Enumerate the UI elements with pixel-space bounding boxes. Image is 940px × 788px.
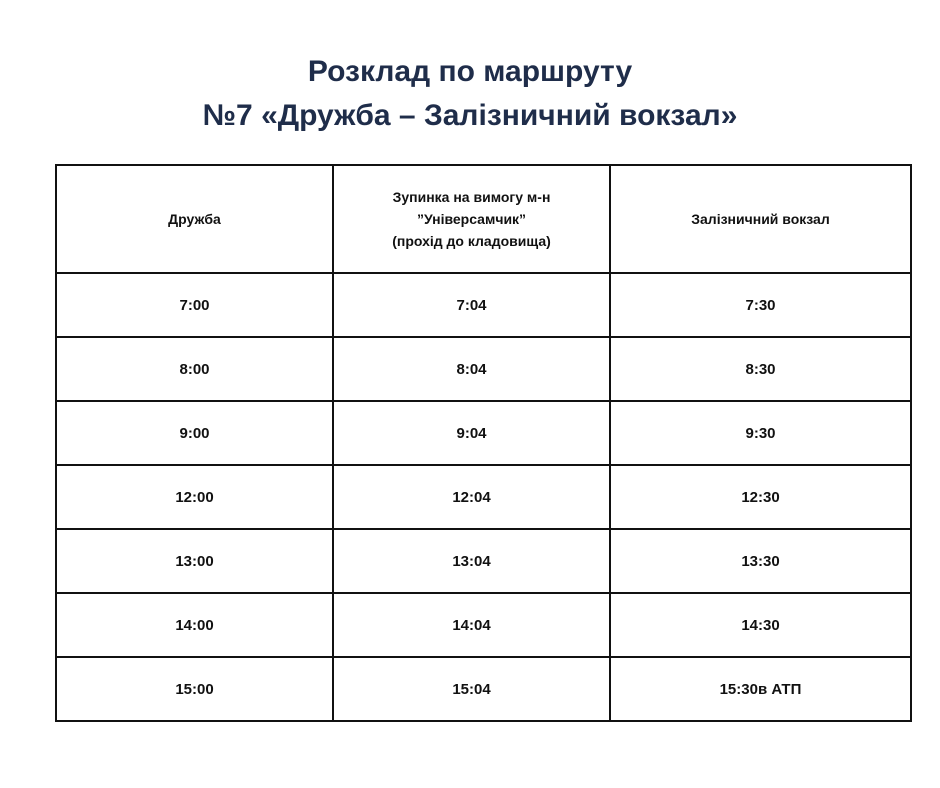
time-cell: 7:30 [610,273,911,337]
header-request-stop [333,165,610,273]
time-cell: 15:04 [333,657,610,721]
header-request-stop-line-1: Зупинка на вимогу м-н [392,189,551,205]
table-row [56,529,911,593]
time-cell: 9:00 [56,401,333,465]
time-cell: 12:00 [56,465,333,529]
time-cell: 15:00 [56,657,333,721]
time-cell: 8:04 [333,337,610,401]
time-cell: 14:30 [610,593,911,657]
time-cell: 14:00 [56,593,333,657]
header-railway-station [610,165,911,273]
time-cell: 13:04 [333,529,610,593]
schedule-table [55,164,912,722]
time-cell: 7:00 [56,273,333,337]
time-cell: 12:30 [610,465,911,529]
table-row [56,337,911,401]
table-row [56,657,911,721]
time-cell: 9:04 [333,401,610,465]
time-cell: 13:30 [610,529,911,593]
header-row [56,165,911,273]
header-request-stop-line-2: ”Універсамчик” [416,211,527,227]
table-row [56,593,911,657]
title-line-2: №7 «Дружба – Залізничний вокзал» [202,99,738,132]
time-cell: 7:04 [333,273,610,337]
table-row [56,273,911,337]
time-cell: 13:00 [56,529,333,593]
time-cell: 8:30 [610,337,911,401]
header-railway-station-label: Залізничний вокзал [691,211,830,227]
time-cell: 9:30 [610,401,911,465]
page-title [0,50,940,138]
title-line-1: Розклад по маршруту [307,55,633,88]
header-request-stop-line-3: (прохід до кладовища) [392,233,551,249]
table-row [56,401,911,465]
time-cell: 12:04 [333,465,610,529]
header-druzhba-label: Дружба [168,211,221,227]
time-cell: 8:00 [56,337,333,401]
time-cell: 15:30в АТП [610,657,911,721]
header-druzhba [56,165,333,273]
table-row [56,465,911,529]
time-cell: 14:04 [333,593,610,657]
